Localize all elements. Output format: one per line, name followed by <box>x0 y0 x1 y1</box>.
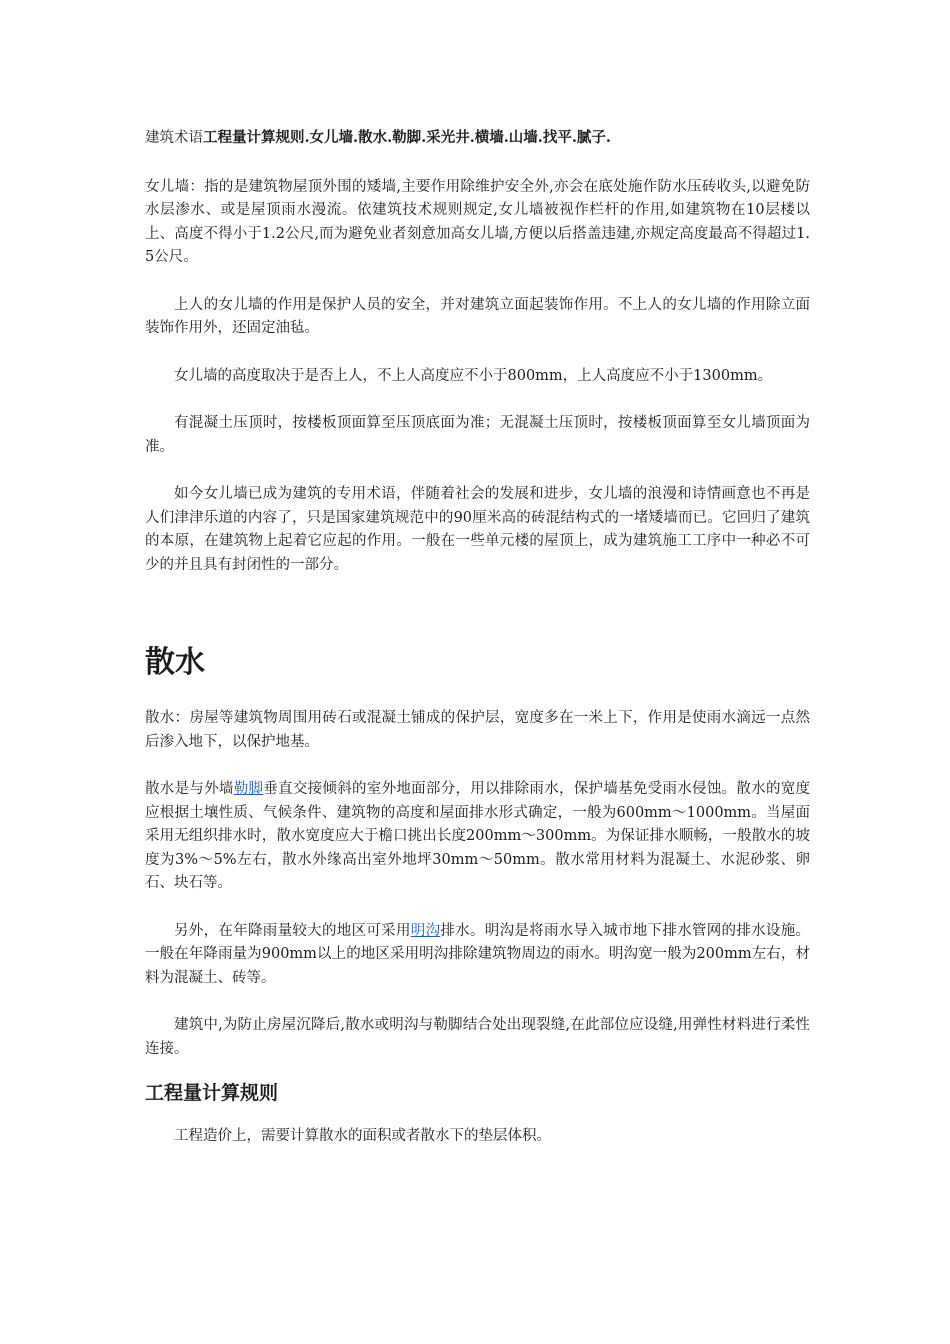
parapet-paragraph-3: 女儿墙的高度取决于是否上人，不上人高度应不小于800mm，上人高度应不小于1300mm。 <box>174 367 773 384</box>
plinth-link[interactable]: 勒脚 <box>233 781 264 797</box>
apron-paragraph-1: 散水：房屋等建筑物周围用砖石或混凝土铺成的保护层，宽度多在一米上下，作用是使雨水滴远一点然后渗入地下，以保护地基。 <box>145 710 810 750</box>
parapet-paragraph-1: 女儿墙：指的是建筑物屋顶外围的矮墙,主要作用除维护安全外,亦会在底处施作防水压砖收头,以避免防水层渗水、或是屋顶雨水漫流。依建筑技术规则规定,女儿墙被视作栏杆的作用,如建筑物在10层楼以上、高度不得小于1.2公尺,而为避免业者刻意加高女儿墙,方便以后搭盖违建,亦规定高度最高不得超过1.5公尺。 <box>145 178 810 265</box>
document-title-line <box>145 126 810 151</box>
parapet-paragraph-2: 上人的女儿墙的作用是保护人员的安全，并对建筑立面起装饰作用。不上人的女儿墙的作用除立面装饰作用外，还固定油毡。 <box>145 296 810 336</box>
apron-paragraph-3 <box>145 920 810 991</box>
open-ditch-link[interactable]: 明沟 <box>410 922 441 939</box>
title-prefix: 建筑术语 <box>145 130 203 146</box>
apron-paragraph-4: 建筑中,为防止房屋沉降后,散水或明沟与勒脚结合处出现裂缝,在此部位应设缝,用弹性材料进行柔性连接。 <box>145 1017 810 1057</box>
parapet-paragraph-4: 有混凝土压顶时，按楼板顶面算至压顶底面为准；无混凝土压顶时，按楼板顶面算至女儿墙顶面为准。 <box>145 415 810 455</box>
rules-heading: 工程量计算规则 <box>145 1082 279 1104</box>
document-page <box>145 0 810 1149</box>
apron-p3-text-a: 另外，在年降雨量较大的地区可采用 <box>174 922 411 939</box>
apron-paragraph-5: 工程造价上，需要计算散水的面积或者散水下的垫层体积。 <box>174 1128 551 1144</box>
apron-p2-text-a: 散水是与外墙 <box>145 781 234 797</box>
apron-p3-text-b: 排水。明沟是将雨水导入城市地下排水管网的排水设施。一般在年降雨量为900mm以上的地区采用明沟排除建筑物周边的雨水。明沟宽一般为200mm左右，材料为混凝土、砖等。 <box>145 922 811 986</box>
apron-p2-text-b: 垂直交接倾斜的室外地面部分，用以排除雨水，保护墙基免受雨水侵蚀。散水的宽度应根据土壤性质、气候条件、建筑物的高度和屋面排水形式确定，一般为600mm～1000mm。当屋面采用无组织排水时，散水宽度应大于檐口挑出长度200mm～300mm。为保证排水顺畅，一般散水的坡度为3%～5%左右，散水外缘高出室外地坪30mm～50mm。散水常用材料为混凝土、水泥砂浆、卵石、块石等。 <box>145 781 811 891</box>
parapet-paragraph-5: 如今女儿墙已成为建筑的专用术语，伴随着社会的发展和进步，女儿墙的浪漫和诗情画意也不再是人们津津乐道的内容了，只是国家建筑规范中的90厘米高的砖混结构式的一堵矮墙而已。它回归了建筑的本原，在建筑物上起着它应起的作用。一般在一些单元楼的屋顶上，成为建筑施工工序中一种必不可少的并且具有封闭性的一部分。 <box>145 486 810 573</box>
apron-paragraph-2 <box>145 778 810 896</box>
apron-heading: 散水 <box>145 645 205 680</box>
title-bold: 工程量计算规则.女儿墙.散水.勒脚.采光井.横墙.山墙.找平.腻子. <box>203 129 611 146</box>
